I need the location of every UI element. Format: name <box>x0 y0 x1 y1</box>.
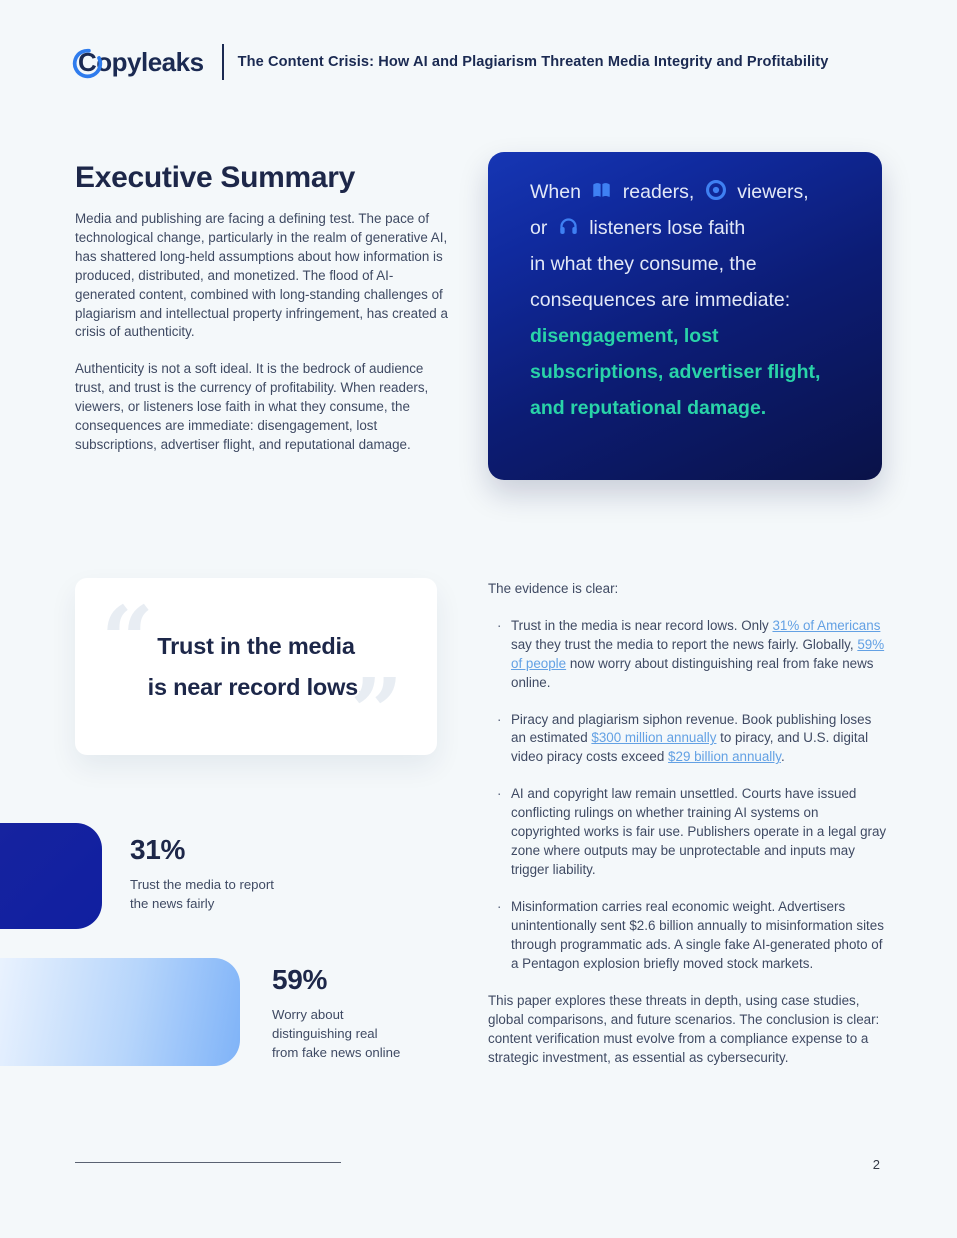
text-run: AI and copyright law remain unsettled. Courts have issued conflicting rulings on whether training AI systems on copyrighted works is fair use. Publishers operate in a legal gray zone where outputs may be unprotectable and inputs may trigger liability. <box>511 786 887 877</box>
evidence-bullet <box>488 617 888 693</box>
page-header <box>75 44 828 80</box>
stat-label-line: distinguishing real <box>272 1025 378 1041</box>
footer-rule <box>75 1162 341 1163</box>
stat-value-31: 31% <box>130 834 186 865</box>
callout-run: When <box>530 181 581 203</box>
stat-bar-31 <box>0 823 102 929</box>
callout-run: readers, <box>622 181 695 203</box>
evidence-bullet <box>488 785 888 880</box>
callout-run: in what they consume, the <box>530 253 757 275</box>
evidence-list <box>488 617 888 974</box>
callout-accent-run: and reputational damage. <box>530 397 767 419</box>
evidence-closing: This paper explores these threats in depth, using case studies, global comparisons, and future scenarios. The conclusion is clear: content verification must evolve from a compliance expense to a strategic investment, as essential as cybersecurity. <box>488 993 880 1066</box>
text-run: to piracy, and U.S. digital video piracy costs exceed <box>511 730 869 765</box>
stat-label-31 <box>130 876 274 914</box>
inline-link[interactable]: 59% of people <box>511 636 885 671</box>
inline-link[interactable]: 31% of Americans <box>772 617 881 633</box>
logo-text: Copyleaks <box>78 46 204 77</box>
evidence-intro: The evidence is clear: <box>488 581 619 596</box>
book-icon <box>591 180 612 201</box>
callout-run: consequences are immediate: <box>530 289 791 311</box>
text-run: Misinformation carries real economic weight. Advertisers unintentionally sent $2.6 billion annually to misinformation sites through programmatic ads. A single fake AI-generated photo of a Pentagon explosion briefly moved stock markets. <box>511 898 884 971</box>
quote-card <box>75 578 437 766</box>
stat-label-line: Trust the media to report <box>130 877 274 892</box>
inline-link[interactable]: $300 million annually <box>591 730 717 746</box>
summary-body <box>75 210 450 473</box>
section-heading: Executive Summary <box>75 161 356 194</box>
quote-line-1: Trust in the media <box>157 633 355 659</box>
text-run: say they trust the media to report the news fairly. Globally, <box>511 636 858 652</box>
text-run: . <box>780 749 785 765</box>
headphones-icon <box>558 216 579 237</box>
summary-paragraph-2: Authenticity is not a soft ideal. It is the bedrock of audience trust, and trust is the currency of profitability. When readers, viewers, or listeners lose faith in what they consume, the consequences are immediate: disengagement, lost subscriptions, advertiser flight, and reputational damage. <box>75 361 429 452</box>
text-run: Trust in the media is near record lows. Only <box>511 617 773 633</box>
summary-paragraph-1: Media and publishing are facing a defining test. The pace of technological change, particularly in the realm of generative AI, has shattered long-held assumptions about how information is produced, distributed, and monetized. The flood of AI-generated content, combined with long-standing challenges of plagiarism and intellectual property infringement, has created a crisis of authenticity. <box>75 211 448 340</box>
callout-accent-run: disengagement, lost <box>530 325 719 347</box>
stat-bar-59 <box>0 958 240 1066</box>
stat-label-line: Worry about <box>272 1007 344 1022</box>
eye-icon <box>705 179 727 201</box>
open-quote-icon: “ <box>101 586 154 694</box>
page-number: 2 <box>872 1157 880 1172</box>
callout-run: viewers, <box>737 181 809 203</box>
callout-accent-run: subscriptions, advertiser flight, <box>530 361 821 383</box>
stat-label-59 <box>272 1006 400 1062</box>
stat-label-line: the news fairly <box>130 895 215 911</box>
doc-title: The Content Crisis: How AI and Plagiarism Threaten Media Integrity and Profitability <box>237 54 829 70</box>
stat-value-59: 59% <box>272 964 328 995</box>
text-run: Piracy and plagiarism siphon revenue. Book publishing loses an estimated <box>511 711 872 746</box>
callout-card <box>488 152 882 480</box>
header-divider <box>222 44 224 80</box>
callout-text <box>530 174 860 426</box>
evidence-bullet <box>488 898 888 974</box>
stat-label-line: from fake news online <box>272 1044 401 1060</box>
copyleaks-logo <box>75 47 204 78</box>
callout-run: or <box>530 217 548 239</box>
evidence-section <box>488 580 888 1068</box>
close-quote-icon: ” <box>350 658 403 766</box>
text-run: now worry about distinguishing real from fake news online. <box>511 655 874 690</box>
inline-link[interactable]: $29 billion annually <box>668 749 781 765</box>
quote-line-2: is near record lows. <box>147 674 365 700</box>
callout-run: listeners lose faith <box>589 217 746 239</box>
evidence-bullet <box>488 711 888 768</box>
